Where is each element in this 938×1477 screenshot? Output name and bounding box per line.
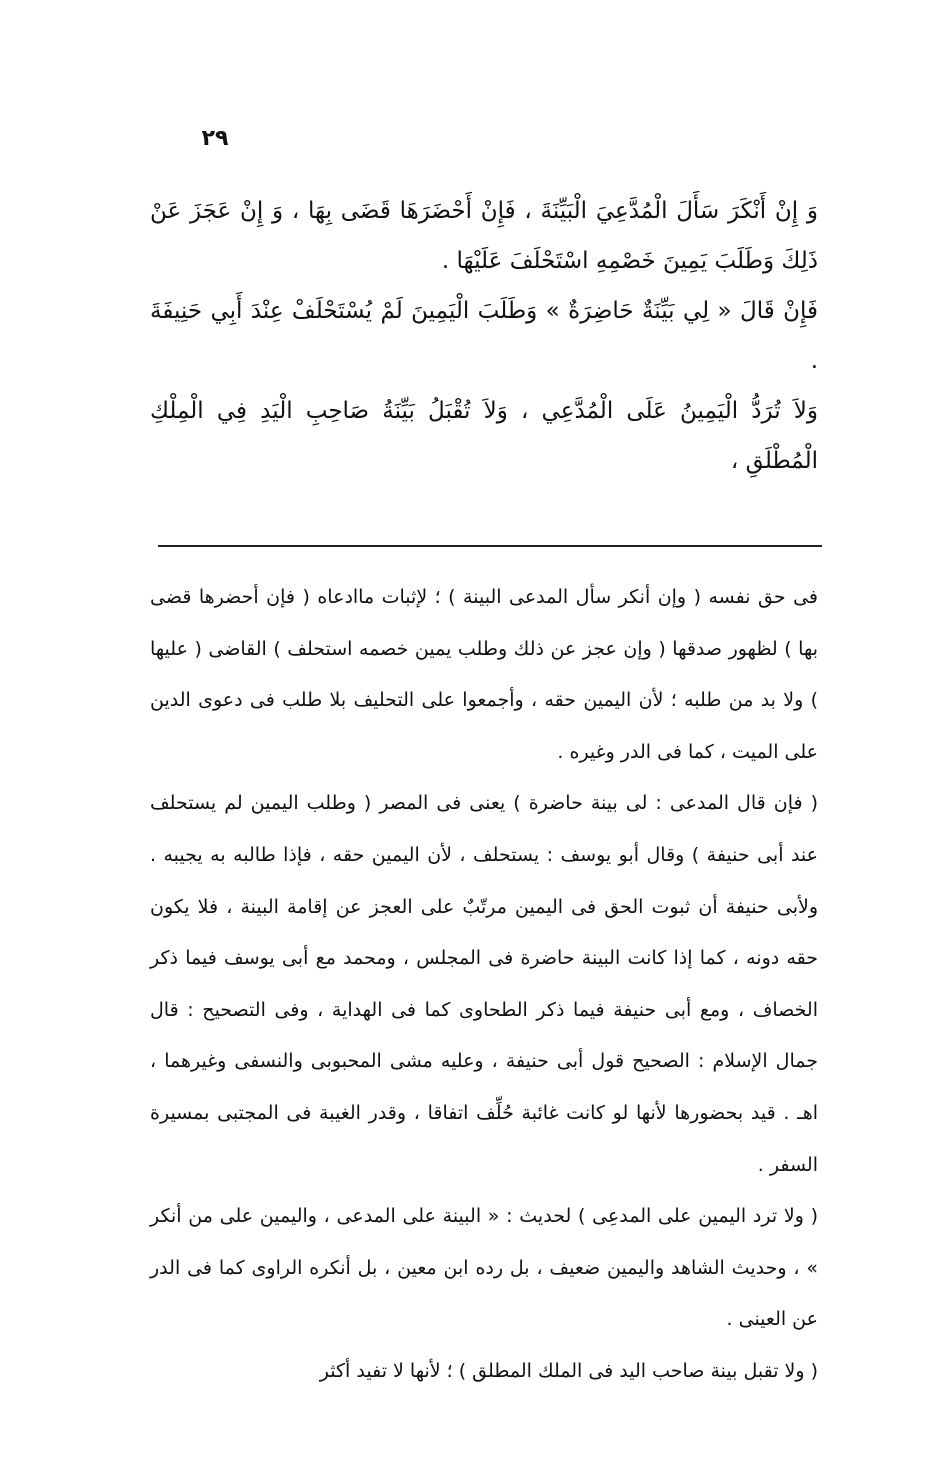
main-text bbox=[150, 186, 818, 486]
commentary-paragraph: ( ولا تقبل بينة صاحب اليد فى الملك المطلق ) ؛ لأنها لا تفيد أكثر bbox=[319, 1359, 818, 1382]
separator-rule bbox=[158, 545, 822, 547]
main-paragraph: وَلاَ تُرَدُّ الْيَمِينُ عَلَى الْمُدَّعِي ، وَلاَ تُقْبَلُ بَيِّنَةُ صَاحِبِ الْيَدِ فِي الْمِلْكِ الْمُطْلَقِ ، bbox=[150, 398, 818, 474]
commentary-paragraph: ( فإن قال المدعى : لى بينة حاضرة ) يعنى فى المصر ( وطلب اليمين لم يستحلف عند أبى حنيفة ) وقال أبو يوسف : يستحلف ، لأن اليمين حقه ، فإذا طالبه به يجيبه . ولأبى حنيفة أن ثبوت الحق فى اليمين مرتّبٌ على العجز عن إقامة البينة ، فلا يكون حقه دونه ، كما إذا كانت البينة حاضرة فى المجلس ، ومحمد مع أبى يوسف فيما ذكر الخصاف ، ومع أبى حنيفة فيما ذكر الطحاوى كما فى الهداية ، وفى التصحيح : قال جمال الإسلام : الصحيح قول أبى حنيفة ، وعليه مشى المحبوبى والنسفى وغيرهما ، اهـ . قيد بحضورها لأنها لو كانت غائبة حُلِّف اتفاقا ، وقدر الغيبة فى المجتبى بمسيرة السفر . bbox=[150, 792, 818, 1176]
main-paragraph: وَ إِنْ أَنْكَرَ سَأَلَ الْمُدَّعِيَ الْبَيِّنَةَ ، فَإِنْ أَحْضَرَهَا قَضَى بِهَا ، وَ إِنْ عَجَزَ عَنْ ذَلِكَ وَطَلَبَ يَمِينَ خَصْمِهِ اسْتَحْلَفَ عَلَيْهَا . bbox=[150, 198, 818, 274]
commentary-paragraph: فى حق نفسه ( وإن أنكر سأل المدعى البينة ) ؛ لإثبات ماادعاه ( فإن أحضرها قضى بها ) لظهور صدقها ( وإن عجز عن ذلك وطلب يمين خصمه استحلف ) القاضى ( عليها ) ولا بد من طلبه ؛ لأن اليمين حقه ، وأجمعوا على التحليف بلا طلب فى دعوى الدين على الميت ، كما فى الدر وغيره . bbox=[150, 586, 818, 763]
main-paragraph: فَإِنْ قَالَ « لِي بَيِّنَةٌ حَاضِرَةٌ » وَطَلَبَ الْيَمِينَ لَمْ يُسْتَحْلَفْ عِنْدَ أَبِي حَنِيفَةَ . bbox=[150, 298, 818, 374]
page-number: ٢٩ bbox=[201, 126, 229, 151]
commentary-text bbox=[150, 572, 818, 1398]
commentary-paragraph: ( ولا ترد اليمين على المدعِى ) لحديث : « البينة على المدعى ، واليمين على من أنكر » ، وحديث الشاهد واليمين ضعيف ، بل رده ابن معين ، بل أنكره الراوى كما فى الدر عن العينى . bbox=[150, 1205, 818, 1331]
